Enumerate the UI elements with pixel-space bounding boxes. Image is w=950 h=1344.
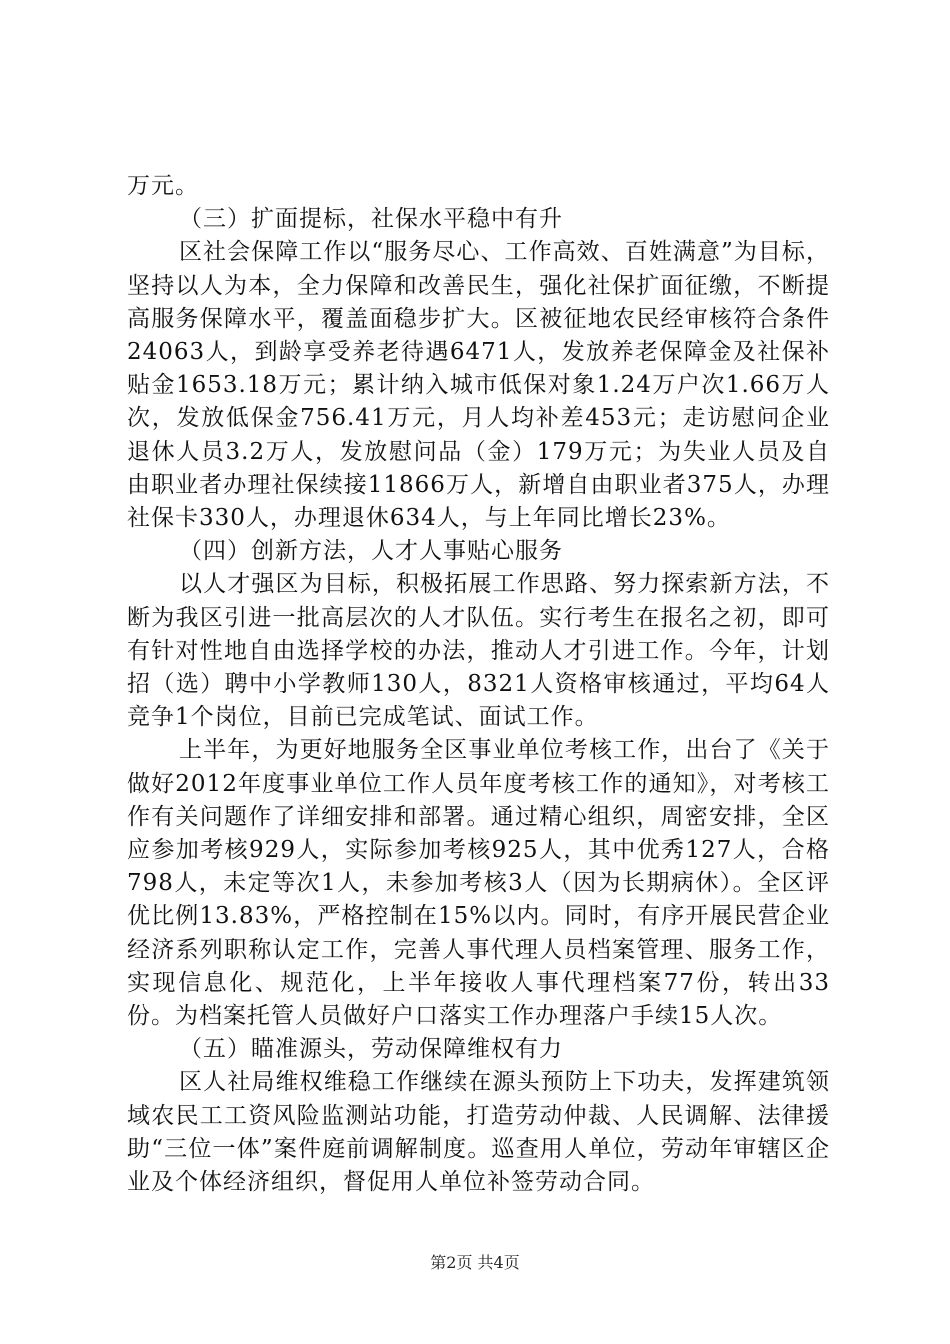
section-heading-3: （三）扩面提标，社保水平稳中有升 [179,206,563,233]
document-body [127,170,830,1199]
paragraph-annual-assessment: 上半年，为更好地服务全区事业单位考核工作，出台了《关于做好2012年度事业单位工作人员年度考核工作的通知》，对考核工作有关问题作了详细安排和部署。通过精心组织，周密安排，全区应参加考核929人，实际参加考核925人，其中优秀127人，合格798人，未定等次1人，未参加考核3人（因为长期病休）。全区评优比例13.83%，严格控制在15%以内。同时，有序开展民营企业经济系列职称认定工作，完善人事代理人员档案管理、服务工作，实现信息化、规范化，上半年接收人事代理档案77份，转出33份。为档案托管人员做好户口落实工作办理落户手续15人次。 [127,737,830,1030]
paragraph-social-security: 区社会保障工作以“服务尽心、工作高效、百姓满意”为目标，坚持以人为本，全力保障和改善民生，强化社保扩面征缴，不断提高服务保障水平，覆盖面稳步扩大。区被征地农民经审核符合条件24063人，到龄享受养老待遇6471人，发放养老保障金及社保补贴金1653.18万元；累计纳入城市低保对象1.24万户次1.66万人次，发放低保金756.41万元，月人均补差453元；走访慰问企业退休人员3.2万人，发放慰问品（金）179万元；为失业人员及自由职业者办理社保续接11866万人，新增自由职业者375人，办理社保卡330人，办理退休634人，与上年同比增长23%。 [127,239,830,532]
section-heading-5: （五）瞄准源头，劳动保障维权有力 [179,1036,563,1063]
section-heading-4: （四）创新方法，人才人事贴心服务 [179,538,563,565]
page-footer: 第2页 共4页 [430,1253,520,1272]
paragraph-labor-rights: 区人社局维权维稳工作继续在源头预防上下功夫，发挥建筑领域农民工工资风险监测站功能，打造劳动仲裁、人民调解、法律援助“三位一体”案件庭前调解制度。巡查用人单位，劳动年审辖区企业及个体经济组织，督促用人单位补签劳动合同。 [127,1069,830,1196]
paragraph-continuation: 万元。 [127,173,199,199]
paragraph-talent-recruitment: 以人才强区为目标，积极拓展工作思路、努力探索新方法，不断为我区引进一批高层次的人才队伍。实行考生在报名之初，即可有针对性地自由选择学校的办法，推动人才引进工作。今年，计划招（选）聘中小学教师130人，8321人资格审核通过，平均64人竞争1个岗位，目前已完成笔试、面试工作。 [127,571,830,731]
